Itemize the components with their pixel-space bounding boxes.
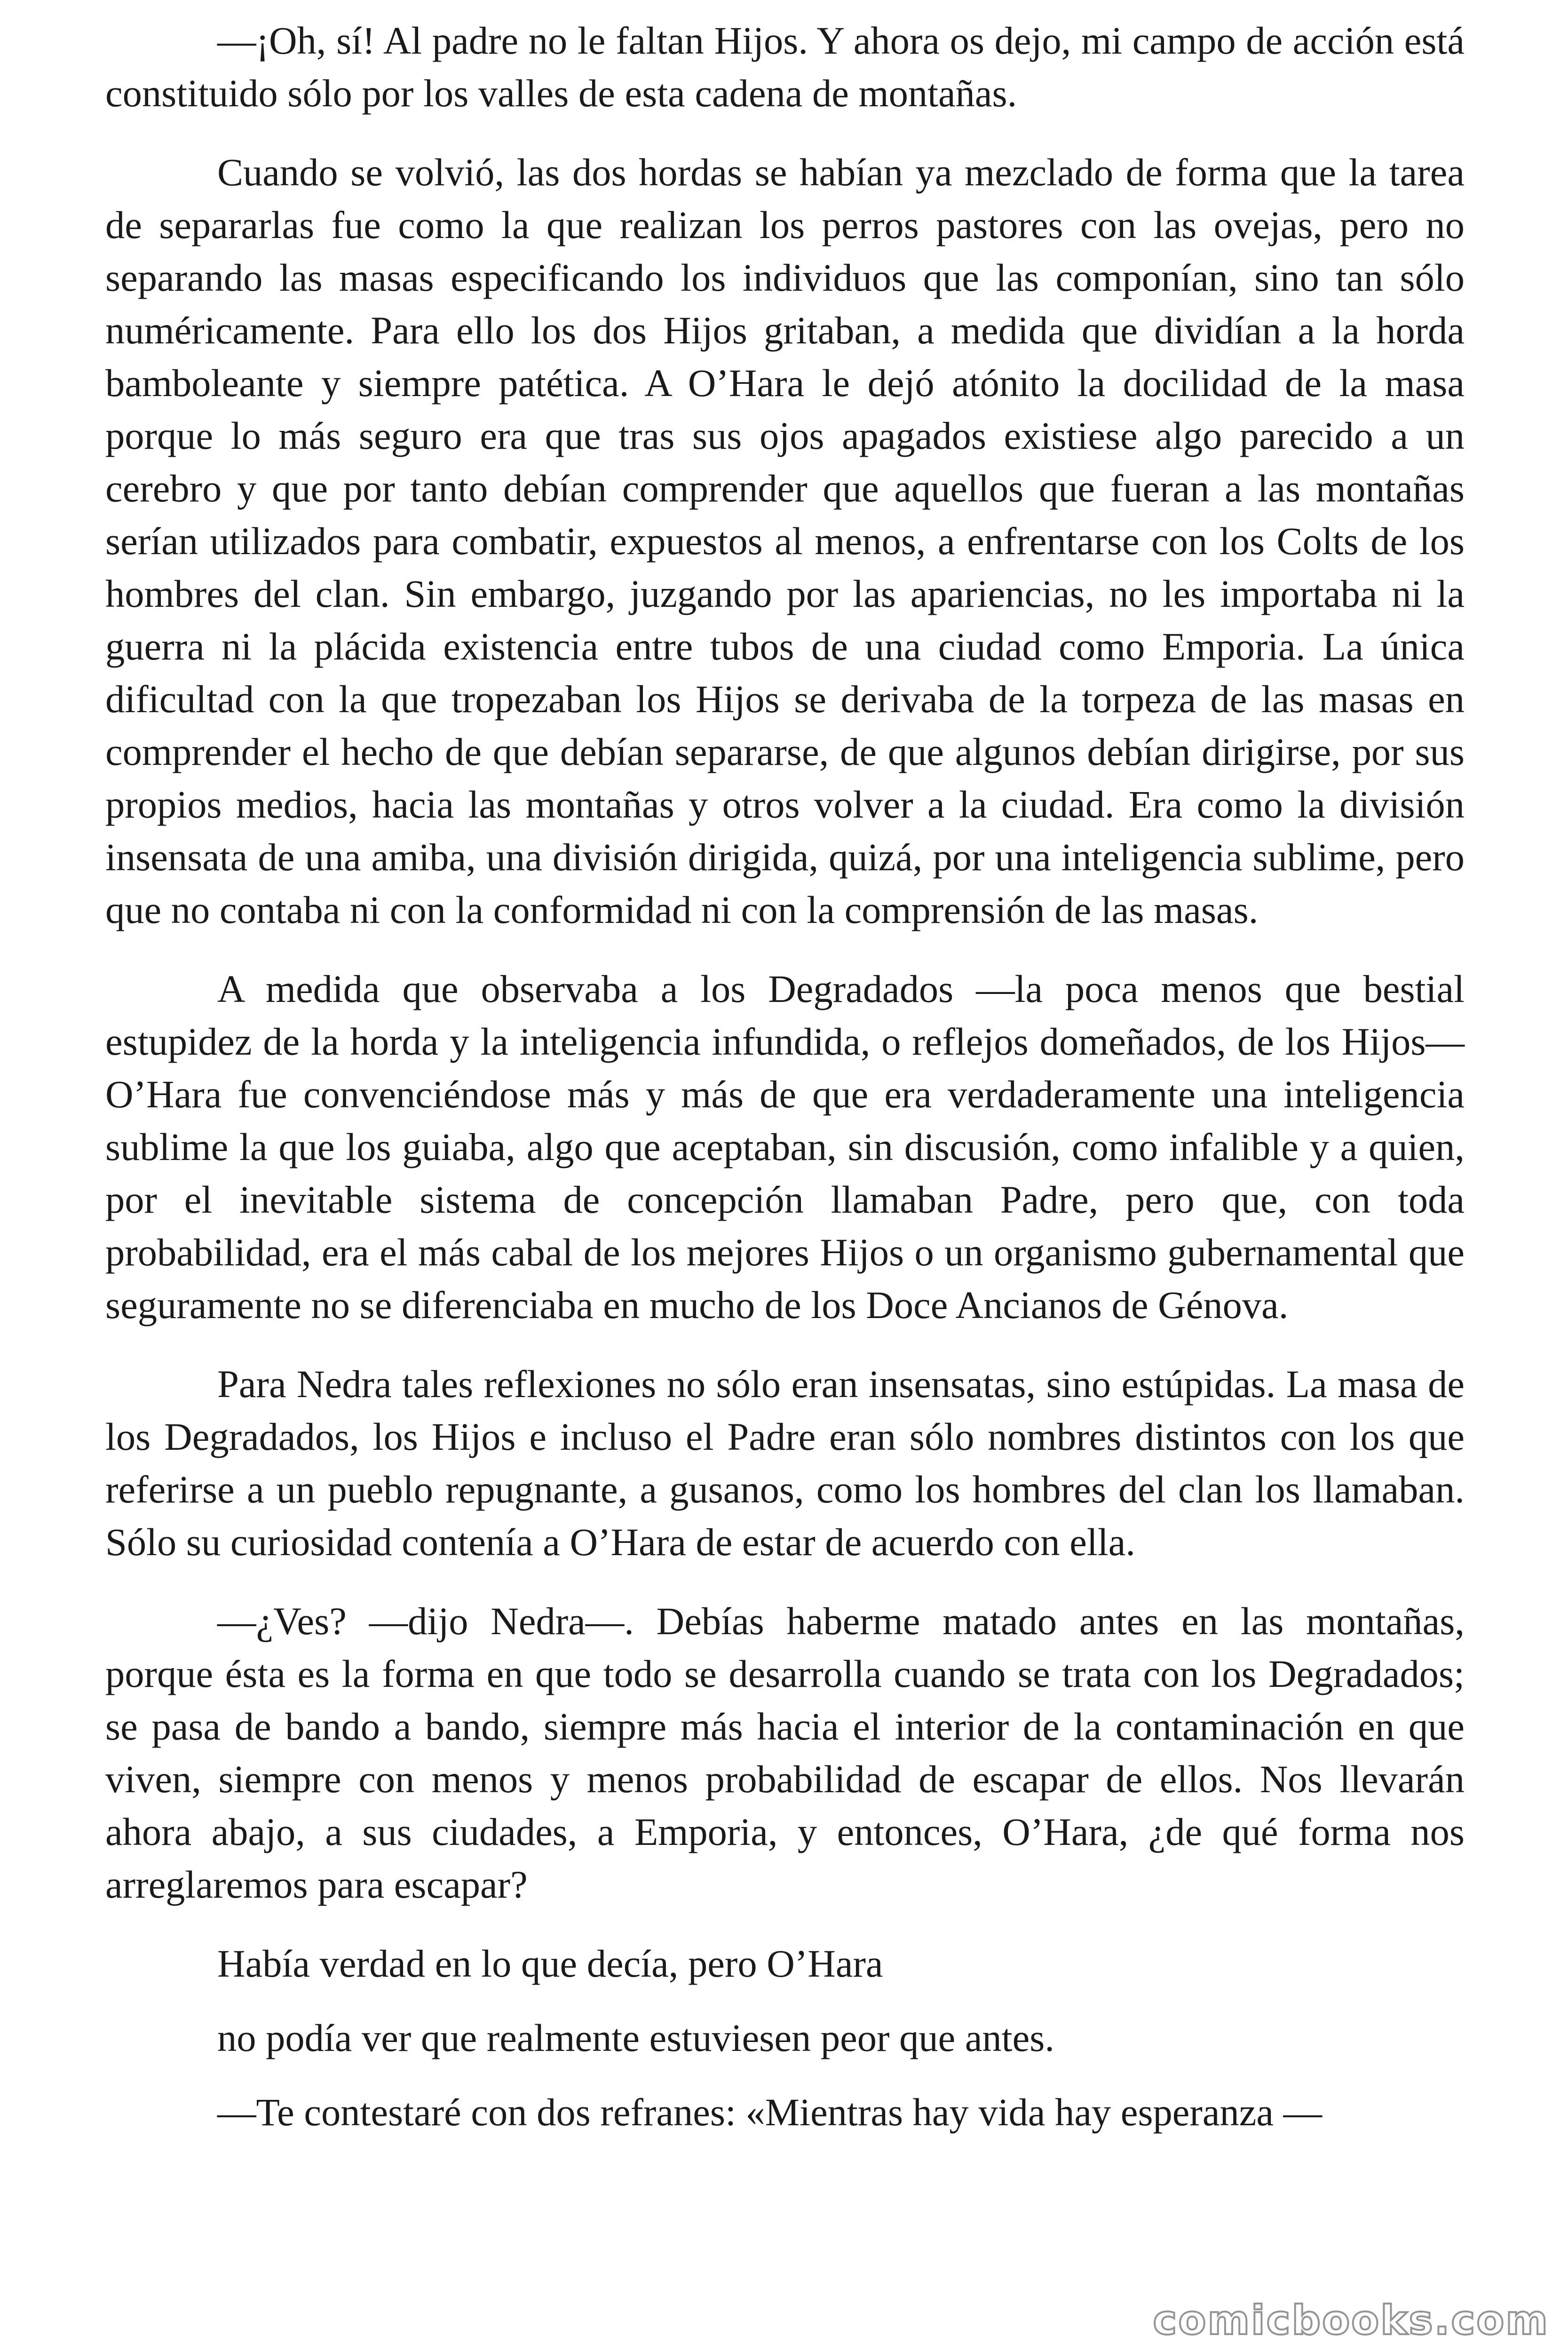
paragraph-7: no podía ver que realmente estuviesen peor que antes. (217, 2016, 1054, 2059)
paragraph-6: Había verdad en lo que decía, pero O’Hara (217, 1942, 883, 1985)
paragraph-4: Para Nedra tales reflexiones no sólo eran insensatas, sino estúpidas. La masa de los Degradados, los Hijos e incluso el Padre eran sólo nombres distintos con los que referirse a un pueblo repugnante, a gusanos, como los hombres del clan los llamaban. Sólo su curiosidad contenía a O’Hara de estar de acuerdo con ella. (105, 1362, 1465, 1564)
paragraph-5: —¿Ves? —dijo Nedra—. Debías haberme matado antes en las montañas, porque ésta es la forma en que todo se desarrolla cuando se trata con los Degradados; se pasa de bando a bando, siempre más hacia el interior de la contaminación en que viven, siempre con menos y menos probabilidad de escapar de ellos. Nos llevarán ahora abajo, a sus ciudades, a Emporia, y entonces, O’Hara, ¿de qué forma nos arreglaremos para escapar? (105, 1599, 1465, 1906)
book-page (105, 14, 1465, 2338)
paragraph-3: A medida que observaba a los Degradados —la poca menos que bestial estupidez de la horda y la inteligencia infundida, o reflejos domeñados, de los Hijos— O’Hara fue convenciéndose más y más de que era verdaderamente una inteligencia sublime la que los guiaba, algo que aceptaban, sin discusión, como infalible y a quien, por el inevitable sistema de concepción llamaban Padre, pero que, con toda probabilidad, era el más cabal de los mejores Hijos o un organismo gubernamental que seguramente no se diferenciaba en mucho de los Doce Ancianos de Génova. (105, 967, 1465, 1327)
paragraph-8: —Te contestaré con dos refranes: «Mientras hay vida hay esperanza — (217, 2090, 1323, 2134)
site-watermark: comicbooks.com (1153, 2297, 1549, 2344)
paragraph-2: Cuando se volvió, las dos hordas se habían ya mezclado de forma que la tarea de separarlas fue como la que realizan los perros pastores con las ovejas, pero no separando las masas especificando los individuos que las componían, sino tan sólo numéricamente. Para ello los dos Hijos gritaban, a medida que dividían a la horda bamboleante y siempre patética. A O’Hara le dejó atónito la docilidad de la masa porque lo más seguro era que tras sus ojos apagados existiese algo parecido a un cerebro y que por tanto debían comprender que aquellos que fueran a las montañas serían utilizados para combatir, expuestos al menos, a enfrentarse con los Colts de los hombres del clan. Sin embargo, juzgando por las apariencias, no les importaba ni la guerra ni la plácida existencia entre tubos de una ciudad como Emporia. La única dificultad con la que tropezaban los Hijos se derivaba de la torpeza de las masas en comprender el hecho de que debían separarse, de que algunos debían dirigirse, por sus propios medios, hacia las montañas y otros volver a la ciudad. Era como la división insensata de una amiba, una división dirigida, quizá, por una inteligencia sublime, pero que no contaba ni con la conformidad ni con la comprensión de las masas. (105, 151, 1465, 931)
paragraph-1: —¡Oh, sí! Al padre no le faltan Hijos. Y ahora os dejo, mi campo de acción está constituido sólo por los valles de esta cadena de montañas. (105, 19, 1465, 115)
